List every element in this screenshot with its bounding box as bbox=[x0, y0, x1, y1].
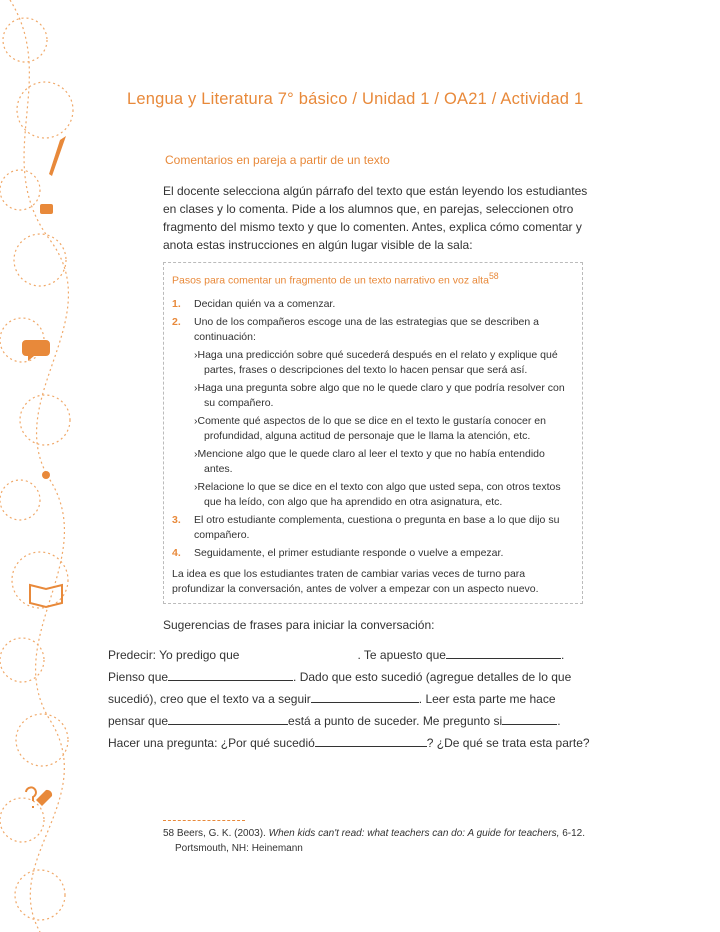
box-title: Pasos para comentar un fragmento de un texto narrativo en voz alta$^{58}$ bbox=[172, 271, 499, 287]
main-content bbox=[108, 182, 595, 754]
blank-field[interactable] bbox=[168, 712, 288, 725]
blank-field[interactable] bbox=[502, 712, 557, 725]
strategy-bullet: ›Mencione algo que le quede claro al leer el texto y que no había entendido antes. bbox=[194, 447, 545, 475]
speech-bubble-icon bbox=[22, 340, 50, 361]
step: 2. Uno de los compañeros escoge una de las estrategias que se describen a continuación: bbox=[172, 315, 539, 343]
phrase-line: pensar que está a punto de suceder. Me pregunto si . bbox=[108, 713, 561, 728]
suggestions-heading: Sugerencias de frases para iniciar la conversación: bbox=[163, 617, 435, 632]
intro-paragraph: El docente selecciona algún párrafo del texto que están leyendo los estudiantes en clases y lo comenta. Pide a los alumnos que, en parejas, seleccionen otro fragmento del mismo texto y que lo comenten. Antes, explica cómo comentar y anota estas instrucciones en algún lugar visible de la sala: bbox=[163, 184, 588, 252]
footnote-divider bbox=[163, 820, 245, 821]
question-mark-icon bbox=[26, 787, 36, 808]
comma-icon bbox=[42, 471, 50, 479]
strategy-bullet: ›Relacione lo que se dice en el texto con algo que usted sepa, con otros textos que ha leído, con algo que ha aprendido en otra asignatura, etc. bbox=[194, 480, 561, 508]
blank-field[interactable] bbox=[168, 668, 293, 681]
phrase-list bbox=[108, 644, 608, 754]
briefcase-icon bbox=[40, 204, 53, 214]
footnote-ref[interactable]: 58 bbox=[488, 271, 499, 281]
blank-field[interactable] bbox=[446, 646, 561, 659]
blank-field[interactable] bbox=[315, 734, 427, 747]
page-title: Lengua y Literatura 7° básico / Unidad 1 / OA21 / Actividad 1 bbox=[127, 90, 584, 108]
phrase-line: sucedió), creo que el texto va a seguir . Leer esta parte me hace bbox=[108, 691, 556, 706]
phrase-line: Predecir: Yo predigo que . Te apuesto que . bbox=[108, 647, 565, 662]
feather-icon bbox=[49, 136, 66, 176]
phrase-line: Pienso que . Dado que esto sucedió (agregue detalles de lo que bbox=[108, 669, 572, 684]
decorative-swirl-border bbox=[0, 0, 80, 932]
strategy-bullet: ›Comente qué aspectos de lo que se dice en el texto le gustaría conocer en profundidad, alguna actitud de personaje que le llama la atención, etc. bbox=[194, 414, 546, 442]
step: 3. El otro estudiante complementa, cuestiona o pregunta en base a lo que dijo su compañero. bbox=[172, 513, 560, 541]
instructions-box bbox=[163, 262, 583, 604]
strategy-bullet: ›Haga una predicción sobre qué sucederá después en el relato y explique qué partes, frases o descripciones del texto lo hacen pensar que será así. bbox=[194, 348, 558, 376]
box-note: La idea es que los estudiantes traten de cambiar varias veces de turno para profundizar la conversación, antes de volver a empezar con un aspecto nuevo. bbox=[172, 567, 539, 595]
footnote: 58 Beers, G. K. (2003). When kids can't read: what teachers can do: A guide for teachers, 6-12. Portsmouth, NH: Heinemann bbox=[163, 828, 585, 854]
strategy-bullet: ›Haga una pregunta sobre algo que no le quede claro y que podría resolver con su compañero. bbox=[194, 381, 565, 409]
step: 1. Decidan quién va a comenzar. bbox=[172, 297, 336, 310]
phrase-line: Hacer una pregunta: ¿Por qué sucedió ? ¿De qué se trata esta parte? bbox=[108, 735, 590, 750]
microphone-icon bbox=[36, 790, 52, 806]
step: 4. Seguidamente, el primer estudiante responde o vuelve a empezar. bbox=[172, 546, 504, 559]
section-subtitle: Comentarios en pareja a partir de un texto bbox=[165, 153, 390, 167]
book-icon bbox=[30, 585, 62, 607]
blank-field[interactable] bbox=[311, 690, 419, 703]
